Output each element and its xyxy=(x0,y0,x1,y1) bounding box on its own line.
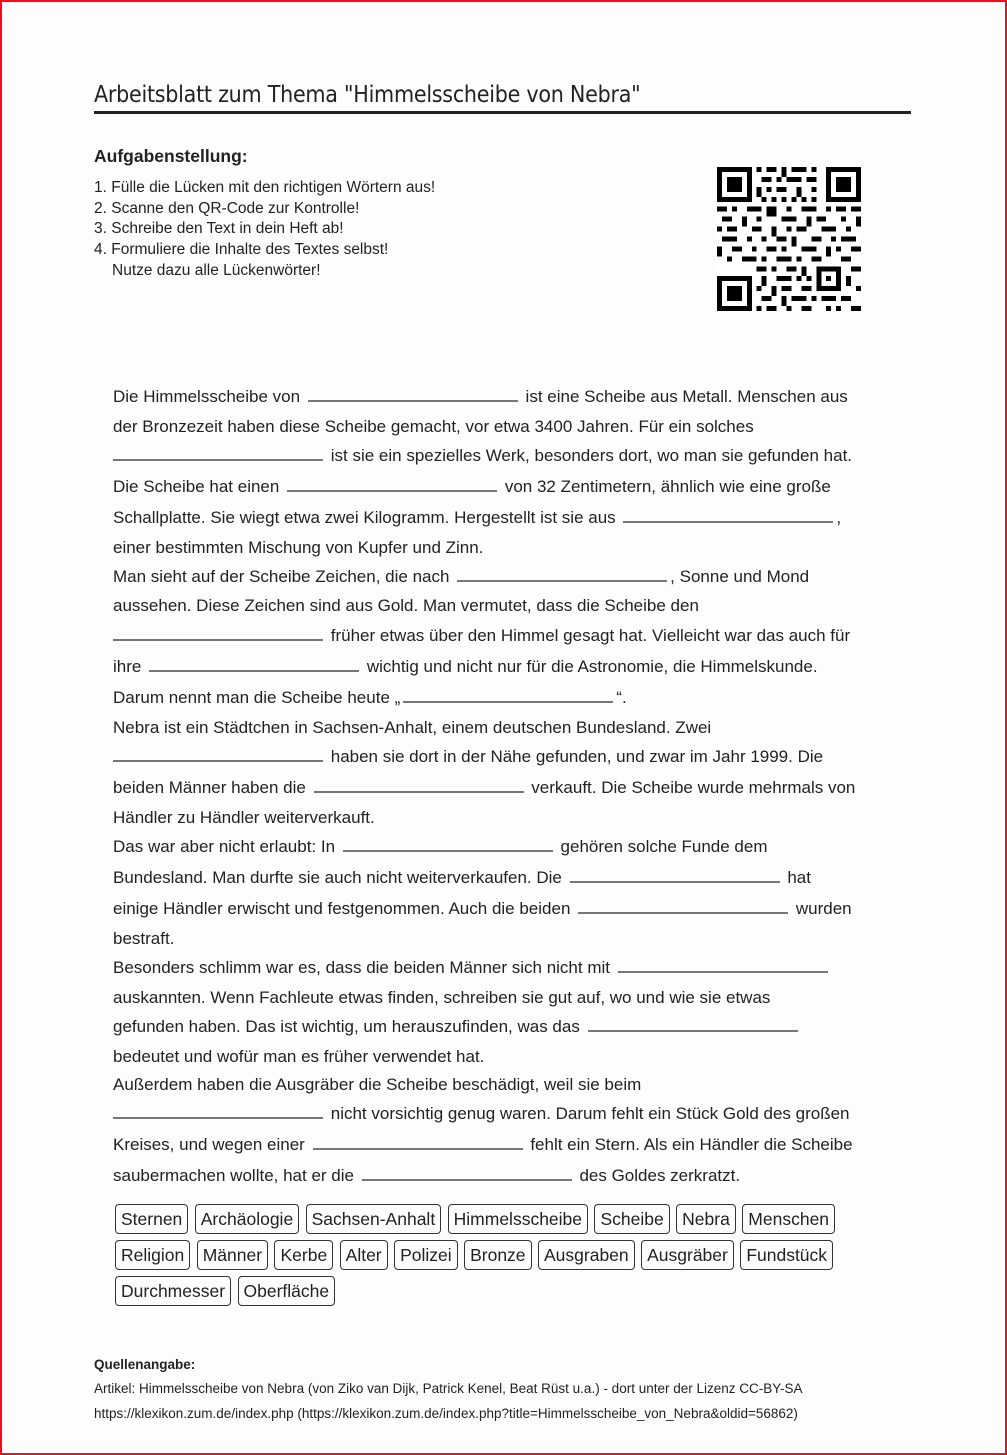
text-line: nicht vorsichtig genug waren. Darum fehlt ein Stück Gold des großen xyxy=(113,1103,850,1124)
word-chip[interactable]: Himmelsscheibe xyxy=(448,1204,588,1234)
blank-field[interactable] xyxy=(403,687,613,703)
blank-field[interactable] xyxy=(113,746,323,762)
blank-field[interactable] xyxy=(113,445,323,461)
blank-field[interactable] xyxy=(287,476,497,492)
text-line: haben sie dort in der Nähe gefunden, und zwar im Jahr 1999. Die xyxy=(113,746,823,767)
text-line: Die Scheibe hat einen von 32 Zentimetern, ähnlich wie eine große xyxy=(113,477,831,496)
text-line: Man sieht auf der Scheibe Zeichen, die nach , Sonne und Mond xyxy=(113,567,810,586)
task-item: Nutze dazu alle Lückenwörter! xyxy=(112,261,321,279)
word-chip[interactable]: Kerbe xyxy=(274,1240,333,1270)
text-line: ist sie ein spezielles Werk, besonders dort, wo man sie gefunden hat. xyxy=(113,445,852,466)
blank-field[interactable] xyxy=(588,1016,798,1032)
blank-field[interactable] xyxy=(308,386,518,402)
blank-field[interactable] xyxy=(314,777,524,793)
text-line: einer bestimmten Mischung von Kupfer und Zinn. xyxy=(113,538,484,557)
word-chip[interactable]: Religion xyxy=(115,1240,190,1270)
text-line: aussehen. Diese Zeichen sind aus Gold. Man vermutet, dass die Scheibe den xyxy=(113,596,699,615)
text-line: Bundesland. Man durfte sie auch nicht weiterverkaufen. Die hat xyxy=(113,868,811,887)
word-chip[interactable]: Ausgräber xyxy=(641,1240,734,1270)
word-chip[interactable]: Sternen xyxy=(115,1204,188,1234)
task-item: 2. Scanne den QR-Code zur Kontrolle! xyxy=(94,199,360,217)
text-line: ihre wichtig und nicht nur für die Astronomie, die Himmelskunde. xyxy=(113,657,818,676)
text-line: saubermachen wollte, hat er die des Goldes zerkratzt. xyxy=(113,1166,741,1185)
word-chip[interactable]: Bronze xyxy=(464,1240,531,1270)
text-line: beiden Männer haben die verkauft. Die Scheibe wurde mehrmals von xyxy=(113,778,856,797)
text-line: Kreises, und wegen einer fehlt ein Stern. Als ein Händler die Scheibe xyxy=(113,1135,853,1154)
blank-field[interactable] xyxy=(362,1165,572,1181)
blank-field[interactable] xyxy=(457,566,667,582)
text-line: früher etwas über den Himmel gesagt hat. Vielleicht war das auch für xyxy=(113,625,850,646)
text-line: Außerdem haben die Ausgräber die Scheibe beschädigt, weil sie beim xyxy=(113,1075,642,1094)
text-line: auskannten. Wenn Fachleute etwas finden, schreiben sie gut auf, wo und wie sie etwas xyxy=(113,988,771,1007)
word-chip[interactable]: Oberfläche xyxy=(238,1276,336,1306)
text-line: Besonders schlimm war es, dass die beiden Männer sich nicht mit xyxy=(113,957,831,978)
source-article: Artikel: Himmelsscheibe von Nebra (von Ziko van Dijk, Patrick Kenel, Beat Rüst u.a.) - dort unter der Lizenz CC-BY-SA xyxy=(94,1381,803,1396)
text-line: bestraft. xyxy=(113,929,175,948)
word-chip[interactable]: Sachsen-Anhalt xyxy=(306,1204,442,1234)
word-chip[interactable]: Archäologie xyxy=(195,1204,299,1234)
text-line: Darum nennt man die Scheibe heute „ “. xyxy=(113,688,627,707)
text-line: Schallplatte. Sie wiegt etwa zwei Kilogramm. Hergestellt ist sie aus , xyxy=(113,508,842,527)
text-line: Die Himmelsscheibe von ist eine Scheibe aus Metall. Menschen aus xyxy=(113,387,848,406)
word-chip[interactable]: Nebra xyxy=(676,1204,736,1234)
page-title: Arbeitsblatt zum Thema "Himmelsscheibe von Nebra" xyxy=(94,82,641,108)
blank-field[interactable] xyxy=(149,656,359,672)
word-row xyxy=(115,1204,837,1234)
qr-code[interactable] xyxy=(717,167,861,311)
word-chip[interactable]: Fundstück xyxy=(740,1240,833,1270)
word-row xyxy=(115,1240,835,1270)
text-line: gefunden haben. Das ist wichtig, um herauszufinden, was das xyxy=(113,1016,801,1037)
tasks-heading: Aufgabenstellung: xyxy=(94,146,248,166)
text-line: einige Händler erwischt und festgenommen. Auch die beiden wurden xyxy=(113,899,852,918)
source-heading: Quellenangabe: xyxy=(94,1357,196,1372)
text-line: Händler zu Händler weiterverkauft. xyxy=(113,808,375,827)
word-chip[interactable]: Scheibe xyxy=(594,1204,669,1234)
word-chip[interactable]: Menschen xyxy=(742,1204,835,1234)
text-line: Nebra ist ein Städtchen in Sachsen-Anhalt, einem deutschen Bundesland. Zwei xyxy=(113,718,712,737)
text-line: Das war aber nicht erlaubt: In gehören solche Funde dem xyxy=(113,837,768,856)
blank-field[interactable] xyxy=(623,507,833,523)
word-chip[interactable]: Polizei xyxy=(394,1240,458,1270)
word-chip[interactable]: Alter xyxy=(340,1240,388,1270)
task-item: 1. Fülle die Lücken mit den richtigen Wörtern aus! xyxy=(94,179,436,196)
title-underline xyxy=(94,111,911,114)
word-row xyxy=(115,1276,337,1306)
text-line: der Bronzezeit haben diese Scheibe gemacht, vor etwa 3400 Jahren. Für ein solches xyxy=(113,417,754,436)
blank-field[interactable] xyxy=(570,867,780,883)
blank-field[interactable] xyxy=(313,1134,523,1150)
task-item: 4. Formuliere die Inhalte des Textes selbst! xyxy=(94,241,389,259)
task-list xyxy=(94,178,435,282)
blank-field[interactable] xyxy=(343,836,553,852)
blank-field[interactable] xyxy=(113,625,323,641)
word-chip[interactable]: Ausgraben xyxy=(538,1240,635,1270)
blank-field[interactable] xyxy=(113,1103,323,1119)
blank-field[interactable] xyxy=(578,898,788,914)
word-chip[interactable]: Männer xyxy=(197,1240,268,1270)
task-item: 3. Schreibe den Text in dein Heft ab! xyxy=(94,220,344,238)
text-line: bedeutet und wofür man es früher verwendet hat. xyxy=(113,1047,485,1066)
blank-field[interactable] xyxy=(618,957,828,973)
source-link[interactable]: https://klexikon.zum.de/index.php (https://klexikon.zum.de/index.php?title=Himmelsscheibe_von_Nebra&oldid=56862) xyxy=(94,1406,798,1421)
word-chip[interactable]: Durchmesser xyxy=(115,1276,231,1306)
